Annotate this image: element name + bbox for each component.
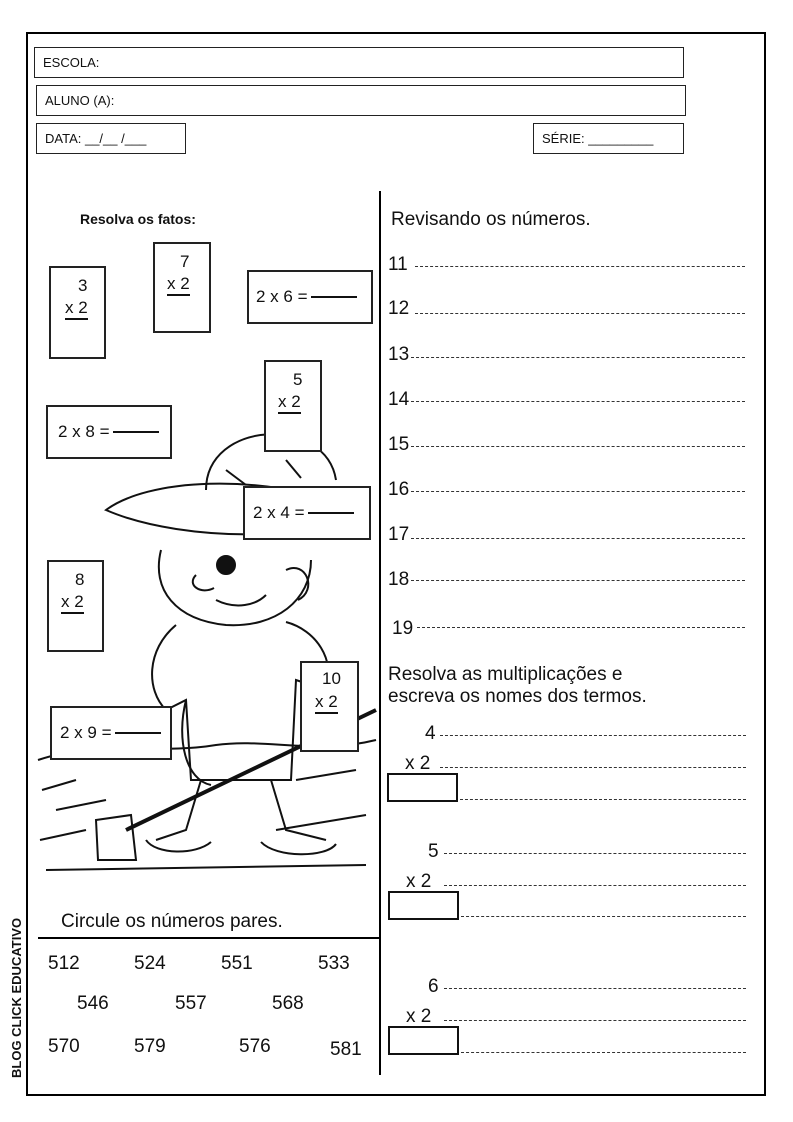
- date-label: DATA: __/__ /___: [45, 131, 147, 146]
- fact-card-2x8[interactable]: [46, 405, 172, 459]
- answer-blank[interactable]: [311, 296, 357, 298]
- number-item[interactable]: 581: [330, 1039, 362, 1060]
- problem-multiplier: x 2: [406, 1006, 432, 1027]
- fact-card-5x2[interactable]: [264, 360, 322, 452]
- fact-expression: 2 x 4 =: [253, 503, 305, 522]
- review-number: 19: [392, 618, 414, 639]
- review-number: 15: [388, 434, 410, 455]
- term-name-line[interactable]: [440, 735, 746, 736]
- term-name-line[interactable]: [460, 799, 746, 800]
- answer-blank[interactable]: [115, 732, 161, 734]
- student-label: ALUNO (A):: [45, 93, 115, 108]
- answer-box[interactable]: [388, 891, 459, 920]
- number-item[interactable]: 570: [48, 1036, 80, 1057]
- writing-line[interactable]: [411, 357, 745, 358]
- card-top-number: 7: [180, 252, 190, 271]
- number-item[interactable]: 568: [272, 993, 304, 1014]
- writing-line[interactable]: [415, 266, 745, 267]
- card-multiplier: x 2: [315, 692, 338, 714]
- fact-expression: 2 x 8 =: [58, 422, 110, 441]
- problem-top-number: 5: [428, 841, 439, 862]
- multiplication-title-line1: Resolva as multiplicações e: [388, 664, 623, 685]
- grade-field[interactable]: [533, 123, 684, 154]
- number-item[interactable]: 533: [318, 953, 350, 974]
- number-item[interactable]: 551: [221, 953, 253, 974]
- fact-card-2x9[interactable]: [50, 706, 172, 760]
- number-item[interactable]: 546: [77, 993, 109, 1014]
- fact-card-3x2[interactable]: [49, 266, 106, 359]
- card-top-number: 3: [78, 276, 88, 295]
- writing-line[interactable]: [411, 580, 745, 581]
- review-number: 16: [388, 479, 410, 500]
- problem-multiplier: x 2: [406, 871, 432, 892]
- review-number: 12: [388, 298, 410, 319]
- grade-label: SÉRIE: _________: [542, 131, 654, 146]
- fact-card-2x4[interactable]: [243, 486, 371, 540]
- card-top-number: 5: [293, 370, 303, 389]
- fact-expression: 2 x 9 =: [60, 723, 112, 742]
- card-multiplier: x 2: [278, 392, 301, 414]
- card-multiplier: x 2: [167, 274, 190, 296]
- student-field[interactable]: [36, 85, 686, 116]
- answer-blank[interactable]: [308, 512, 354, 514]
- number-item[interactable]: 576: [239, 1036, 271, 1057]
- fact-card-7x2[interactable]: [153, 242, 211, 333]
- answer-box[interactable]: [387, 773, 458, 802]
- writing-line[interactable]: [411, 446, 745, 447]
- fact-card-10x2[interactable]: [300, 661, 359, 752]
- writing-line[interactable]: [411, 491, 745, 492]
- card-multiplier: x 2: [61, 592, 84, 614]
- number-item[interactable]: 579: [134, 1036, 166, 1057]
- fact-expression: 2 x 6 =: [256, 287, 308, 306]
- review-title: Revisando os números.: [391, 209, 591, 230]
- multiplication-title: [388, 664, 647, 708]
- writing-line[interactable]: [415, 313, 745, 314]
- school-label: ESCOLA:: [43, 55, 100, 70]
- term-name-line[interactable]: [440, 767, 746, 768]
- date-field[interactable]: [36, 123, 186, 154]
- number-item[interactable]: 557: [175, 993, 207, 1014]
- problem-multiplier: x 2: [405, 753, 431, 774]
- review-number: 17: [388, 524, 410, 545]
- school-field[interactable]: [34, 47, 684, 78]
- card-top-number: 8: [75, 570, 85, 589]
- review-number: 11: [388, 254, 408, 275]
- writing-line[interactable]: [417, 627, 745, 628]
- fact-card-8x2[interactable]: [47, 560, 104, 652]
- term-name-line[interactable]: [444, 988, 746, 989]
- number-item[interactable]: 512: [48, 953, 80, 974]
- problem-top-number: 6: [428, 976, 439, 997]
- fact-card-2x6[interactable]: [247, 270, 373, 324]
- even-numbers-title: Circule os números pares.: [61, 911, 283, 932]
- multiplication-title-line2: escreva os nomes dos termos.: [388, 686, 647, 707]
- term-name-line[interactable]: [461, 1052, 746, 1053]
- answer-blank[interactable]: [113, 431, 159, 433]
- facts-title: Resolva os fatos:: [80, 211, 196, 227]
- review-number: 18: [388, 569, 410, 590]
- writing-line[interactable]: [411, 538, 745, 539]
- problem-top-number: 4: [425, 723, 436, 744]
- term-name-line[interactable]: [461, 916, 746, 917]
- card-top-number: 10: [322, 669, 341, 688]
- section-divider: [38, 937, 380, 939]
- term-name-line[interactable]: [444, 1020, 746, 1021]
- card-multiplier: x 2: [65, 298, 88, 320]
- number-item[interactable]: 524: [134, 953, 166, 974]
- review-number: 13: [388, 344, 410, 365]
- term-name-line[interactable]: [444, 853, 746, 854]
- answer-box[interactable]: [388, 1026, 459, 1055]
- blog-credit: BLOG CLICK EDUCATIVO: [9, 917, 24, 1078]
- writing-line[interactable]: [411, 401, 745, 402]
- review-number: 14: [388, 389, 410, 410]
- term-name-line[interactable]: [444, 885, 746, 886]
